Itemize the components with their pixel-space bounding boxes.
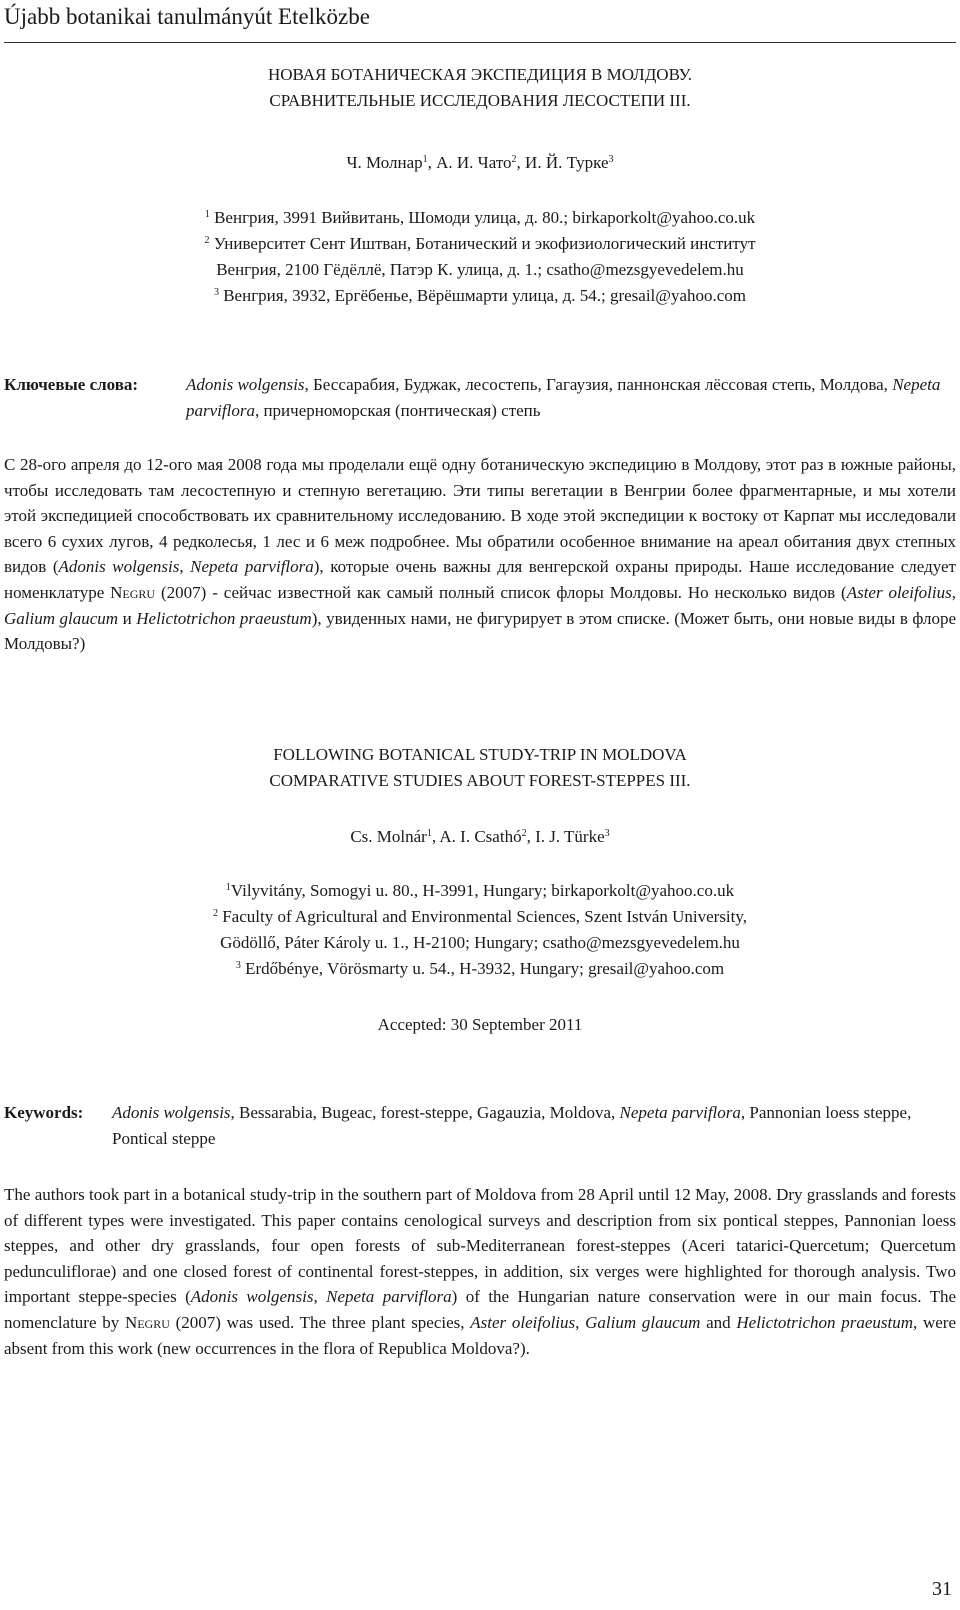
author-citation: Negru: [110, 582, 156, 602]
ru-authors: [0, 150, 960, 176]
ru-title: [0, 62, 960, 114]
affiliation-text: Университет Сент Иштван, Ботанический и экофизиологический институт: [209, 234, 756, 253]
ru-keywords: [4, 372, 956, 424]
author-affiliation-mark: 3: [604, 828, 610, 839]
page-number: 31: [932, 1578, 952, 1600]
en-title-line: COMPARATIVE STUDIES ABOUT FOREST-STEPPES III.: [269, 771, 691, 790]
affiliation-mark: 2: [212, 908, 218, 919]
affiliation-line: [0, 904, 960, 930]
species-name: Nepeta parviflora: [326, 1287, 452, 1307]
accepted-date: Accepted: 30 September 2011: [377, 1015, 583, 1034]
affiliation-line: [0, 878, 960, 904]
species-name: Nepeta parviflora: [619, 1103, 741, 1122]
species-name: Helictotrichon praeustum: [736, 1312, 914, 1332]
affiliation-text: Vilyvitány, Somogyi u. 80., H-3991, Hungary; birkaporkolt@yahoo.co.uk: [230, 881, 735, 900]
affiliation-mark: 3: [213, 287, 219, 298]
species-name: Adonis wolgensis: [190, 1287, 314, 1307]
author-line: Ч. Молнар$^1$, А. И. Чато$^2$, И. Й. Турке$^3$: [346, 153, 614, 172]
en-authors: [0, 824, 960, 850]
species-name: Helictotrichon praeustum: [136, 608, 312, 628]
affiliation-line: [0, 205, 960, 231]
species-name: Galium glaucum: [585, 1312, 701, 1332]
author-name: И. Й. Турке: [525, 153, 609, 172]
author-line: Cs. Molnár$^1$, A. I. Csathó$^2$, I. J. Türke$^3$: [350, 827, 610, 846]
en-keywords-text: Adonis wolgensis, Bessarabia, Bugeac, forest-steppe, Gagauzia, Moldova, Nepeta parviflora, Pannonian loess steppe, Pontical steppe: [112, 1103, 912, 1148]
en-abstract: The authors took part in a botanical study-trip in the southern part of Moldova from 28 April until 12 May, 2008. Dry grasslands and forests of different types were investigated. This paper contains cenological surveys and description from six pontical steppes, Pannonian loess steppes, and other dry grasslands, four open forests of sub-Mediterranean forest-steppes (Aceri tatarici-Quercetum; Quercetum pedunculiflorae) and one closed forest of continental forest-steppes, in addition, six verges were highlighted for thorough analysis. Two important steppe-species (Adonis wolgensis, Nepeta parviflora) of the Hungarian nature conservation were in our main focus. The nomenclature by Negru (2007) was used. The three plant species, Aster oleifolius, Galium glaucum and Helictotrichon praeustum, were absent from this work (new occurrences in the flora of Republica Moldova?).: [4, 1185, 957, 1358]
author-name: Ч. Молнар: [346, 153, 423, 172]
species-name: Adonis wolgensis: [186, 375, 305, 394]
species-name: Adonis wolgensis: [58, 557, 180, 577]
species-name: Nepeta parviflora: [190, 557, 314, 577]
species-name: Adonis wolgensis: [112, 1103, 231, 1122]
ru-keywords-label: Ключевые слова:: [4, 375, 139, 394]
ru-title-line: НОВАЯ БОТАНИЧЕСКАЯ ЭКСПЕДИЦИЯ В МОЛДОВУ.: [267, 65, 693, 84]
affiliation-text: Gödöllő, Páter Károly u. 1., H-2100; Hungary; csatho@mezsgyevedelem.hu: [220, 933, 740, 952]
affiliation-mark: 1: [225, 882, 231, 893]
affiliation-mark: 2: [204, 235, 210, 246]
affiliation-mark: 1: [204, 209, 210, 220]
affiliation-text: Faculty of Agricultural and Environmental Sciences, Szent István University,: [217, 907, 748, 926]
affiliation-line: [0, 257, 960, 283]
en-accepted: [0, 1012, 960, 1038]
species-name: Aster oleifolius: [470, 1312, 576, 1332]
author-name: I. J. Türke: [535, 827, 605, 846]
affiliation-line: [0, 956, 960, 982]
en-keywords-label: Keywords:: [4, 1103, 84, 1122]
author-name: A. I. Csathó: [439, 827, 522, 846]
author-affiliation-mark: 1: [422, 154, 428, 165]
author-affiliation-mark: 2: [521, 828, 527, 839]
author-affiliation-mark: 3: [608, 154, 614, 165]
affiliation-line: [0, 930, 960, 956]
affiliation-text: Венгрия, 3991 Вийвитань, Шомоди улица, д. 80.; birkaporkolt@yahoo.co.uk: [209, 208, 756, 227]
affiliation-mark: 3: [235, 960, 241, 971]
species-name: Nepeta parviflora: [186, 375, 941, 420]
en-title: [0, 742, 960, 794]
ru-abstract: С 28-ого апреля до 12-ого мая 2008 года мы проделали ещё одну ботаническую экспедицию в Молдову, этот раз в южные районы, чтобы исследовать там лесостепную и степную вегетацию. Эти типы вегетации в Венгрии более фрагментарные, и мы хотели этой экспедицией способствовать их сравнительному исследованию. В ходе этой экспедиции к востоку от Карпат мы исследовали всего 6 сухих лугов, 4 редколесья, 1 лес и 6 меж подробнее. Мы обратили особенное внимание на ареал обитания двух степных видов (Adonis wolgensis, Nepeta parviflora), которые очень важны для венгерской охраны природы. Наше исследование следует номенклатуре Negru (2007) - сейчас известной как самый полный список флоры Молдовы. Но несколько видов (Aster oleifolius, Galium glaucum и Helictotrichon praeustum), увиденных нами, не фигурирует в этом списке. (Может быть, они новые виды в флоре Молдовы?): [4, 455, 957, 654]
affiliation-line: [0, 231, 960, 257]
ru-keywords-text: Adonis wolgensis, Бессарабия, Буджак, лесостепь, Гагаузия, паннонская лёссовая степь, Молдова, Nepeta parviflora, причерноморская (понтическая) степь: [186, 375, 941, 420]
author-affiliation-mark: 2: [511, 154, 517, 165]
ru-affiliations: [0, 205, 960, 309]
author-name: Cs. Molnár: [350, 827, 427, 846]
species-name: Aster oleifolius: [846, 582, 952, 602]
en-title-line: FOLLOWING BOTANICAL STUDY-TRIP IN MOLDOVA: [273, 745, 687, 764]
affiliation-text: Венгрия, 2100 Гёдёллё, Патэр К. улица, д. 1.; csatho@mezsgyevedelem.hu: [216, 260, 744, 279]
author-citation: Negru: [124, 1312, 170, 1332]
ru-title-line: СРАВНИТЕЛЬНЫЕ ИССЛЕДОВАНИЯ ЛЕСОСТЕПИ III.: [269, 91, 691, 110]
author-name: А. И. Чато: [436, 153, 512, 172]
affiliation-line: [0, 283, 960, 309]
species-name: Galium glaucum: [4, 608, 119, 628]
affiliation-text: Erdőbénye, Vörösmarty u. 54., H-3932, Hungary; gresail@yahoo.com: [240, 959, 725, 978]
running-header: [4, 2, 956, 43]
en-keywords: [4, 1100, 956, 1152]
affiliation-text: Венгрия, 3932, Ергёбенье, Вёрёшмарти улица, д. 54.; gresail@yahoo.com: [218, 286, 747, 305]
running-header-title: Újabb botanikai tanulmányút Etelközbe: [4, 4, 370, 29]
author-affiliation-mark: 1: [426, 828, 432, 839]
en-affiliations: [0, 878, 960, 982]
